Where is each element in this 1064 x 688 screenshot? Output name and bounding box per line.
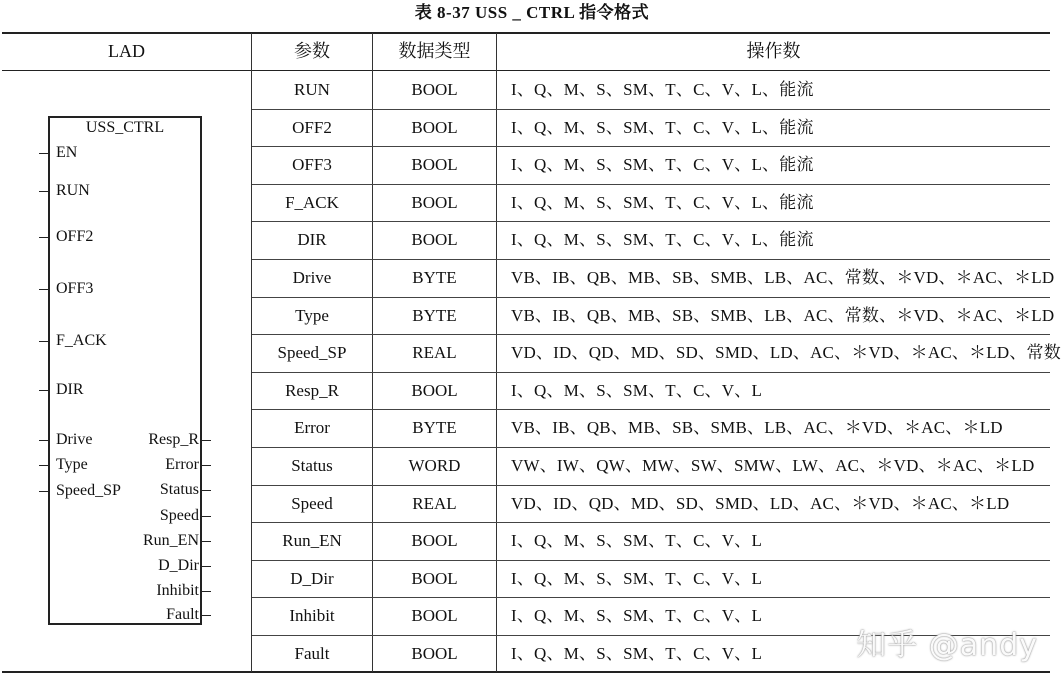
operands-cell: I、Q、M、S、SM、T、C、V、L、能流 <box>511 80 814 99</box>
output-pin-label: Run_EN <box>143 532 199 549</box>
param-cell: DIR <box>297 230 327 250</box>
param-cell: Speed_SP <box>277 343 347 363</box>
param-cell: D_Dir <box>290 568 334 588</box>
output-pin-stub <box>202 566 211 567</box>
param-cell: Resp_R <box>285 380 339 400</box>
output-pin-label: Speed <box>159 507 199 524</box>
input-pin-stub <box>39 440 48 441</box>
datatype-cell: REAL <box>412 493 457 513</box>
operands-cell: VB、IB、QB、MB、SB、SMB、LB、AC、常数、＊VD、＊AC、＊LD <box>511 305 1055 325</box>
datatype-cell: BOOL <box>411 644 458 663</box>
datatype-cell: BOOL <box>411 606 458 626</box>
output-pin-label: D_Dir <box>158 557 199 574</box>
param-cell: RUN <box>294 80 330 99</box>
input-pin-stub <box>39 465 48 466</box>
operands-cell: I、Q、M、S、SM、T、C、V、L <box>511 644 763 663</box>
output-pin-stub <box>202 541 211 542</box>
param-cell: Run_EN <box>282 531 342 551</box>
input-pin-stub <box>39 153 48 154</box>
datatype-cell: BOOL <box>411 80 458 99</box>
datatype-cell: BYTE <box>412 268 457 287</box>
param-cell: Inhibit <box>289 606 335 626</box>
input-pin-label: Drive <box>56 431 93 448</box>
datatype-cell: BOOL <box>411 192 458 212</box>
input-pin-stub <box>39 237 48 238</box>
operands-cell: VB、IB、QB、MB、SB、SMB、LB、AC、＊VD、＊AC、＊LD <box>511 418 1003 438</box>
output-pin-stub <box>202 440 211 441</box>
operands-cell: I、Q、M、S、SM、T、C、V、L、能流 <box>511 192 814 212</box>
operands-cell: I、Q、M、S、SM、T、C、V、L <box>511 531 763 551</box>
operands-cell: I、Q、M、S、SM、T、C、V、L <box>511 380 763 400</box>
input-pin-label: Type <box>56 456 88 473</box>
input-pin-label: Speed_SP <box>56 482 121 499</box>
param-cell: Drive <box>292 268 332 287</box>
datatype-cell: REAL <box>412 343 457 363</box>
output-pin-label: Fault <box>166 606 199 623</box>
input-pin-label: RUN <box>56 182 90 199</box>
param-cell: OFF2 <box>292 117 332 137</box>
param-cell: Status <box>291 456 333 475</box>
input-pin-stub <box>39 491 48 492</box>
header-lad: LAD <box>108 41 145 61</box>
input-pin-label: OFF2 <box>56 228 94 245</box>
input-pin-stub <box>39 390 48 391</box>
param-cell: OFF3 <box>292 155 332 175</box>
output-pin-stub <box>202 615 211 616</box>
param-cell: Type <box>295 305 329 325</box>
datatype-cell: BYTE <box>412 418 457 438</box>
datatype-cell: BOOL <box>411 568 458 588</box>
param-cell: Error <box>294 418 330 438</box>
block-title: USS_CTRL <box>85 119 165 136</box>
input-pin-stub <box>39 341 48 342</box>
operands-cell: VB、IB、QB、MB、SB、SMB、LB、AC、常数、＊VD、＊AC、＊LD <box>511 268 1055 287</box>
operands-cell: I、Q、M、S、SM、T、C、V、L、能流 <box>511 117 814 137</box>
datatype-cell: BOOL <box>411 230 458 250</box>
operands-cell: VD、ID、QD、MD、SD、SMD、LD、AC、＊VD、＊AC、＊LD、常数 <box>511 343 1061 363</box>
datatype-cell: BYTE <box>412 305 457 325</box>
input-pin-label: EN <box>56 144 78 161</box>
operands-cell: I、Q、M、S、SM、T、C、V、L、能流 <box>511 155 814 175</box>
output-pin-label: Error <box>165 456 199 473</box>
output-pin-stub <box>202 465 211 466</box>
output-pin-stub <box>202 516 211 517</box>
operands-cell: I、Q、M、S、SM、T、C、V、L <box>511 568 763 588</box>
param-cell: F_ACK <box>285 192 339 212</box>
output-pin-label: Resp_R <box>148 431 199 448</box>
header-operands: 操作数 <box>746 41 801 61</box>
input-pin-label: F_ACK <box>56 332 107 349</box>
operands-cell: VD、ID、QD、MD、SD、SMD、LD、AC、＊VD、＊AC、＊LD <box>511 493 1010 513</box>
input-pin-stub <box>39 289 48 290</box>
operands-cell: I、Q、M、S、SM、T、C、V、L、能流 <box>511 230 814 250</box>
operands-cell: VW、IW、QW、MW、SW、SMW、LW、AC、＊VD、＊AC、＊LD <box>511 456 1035 475</box>
param-cell: Speed <box>291 493 333 513</box>
table-caption: 表 8-37 USS _ CTRL 指令格式 <box>414 3 650 22</box>
header-datatype: 数据类型 <box>398 41 471 61</box>
header-param: 参数 <box>294 41 330 61</box>
output-pin-label: Status <box>159 481 199 498</box>
output-pin-stub <box>202 591 211 592</box>
output-pin-stub <box>202 490 211 491</box>
operands-cell: I、Q、M、S、SM、T、C、V、L <box>511 606 763 626</box>
input-pin-label: DIR <box>56 381 84 398</box>
datatype-cell: BOOL <box>411 380 458 400</box>
watermark: 知乎 @andy <box>856 628 1038 663</box>
input-pin-label: OFF3 <box>56 280 94 297</box>
input-pin-stub <box>39 191 48 192</box>
datatype-cell: BOOL <box>411 117 458 137</box>
datatype-cell: BOOL <box>411 531 458 551</box>
output-pin-label: Inhibit <box>156 582 199 599</box>
param-cell: Fault <box>294 644 330 663</box>
datatype-cell: BOOL <box>411 155 458 175</box>
datatype-cell: WORD <box>408 456 461 475</box>
